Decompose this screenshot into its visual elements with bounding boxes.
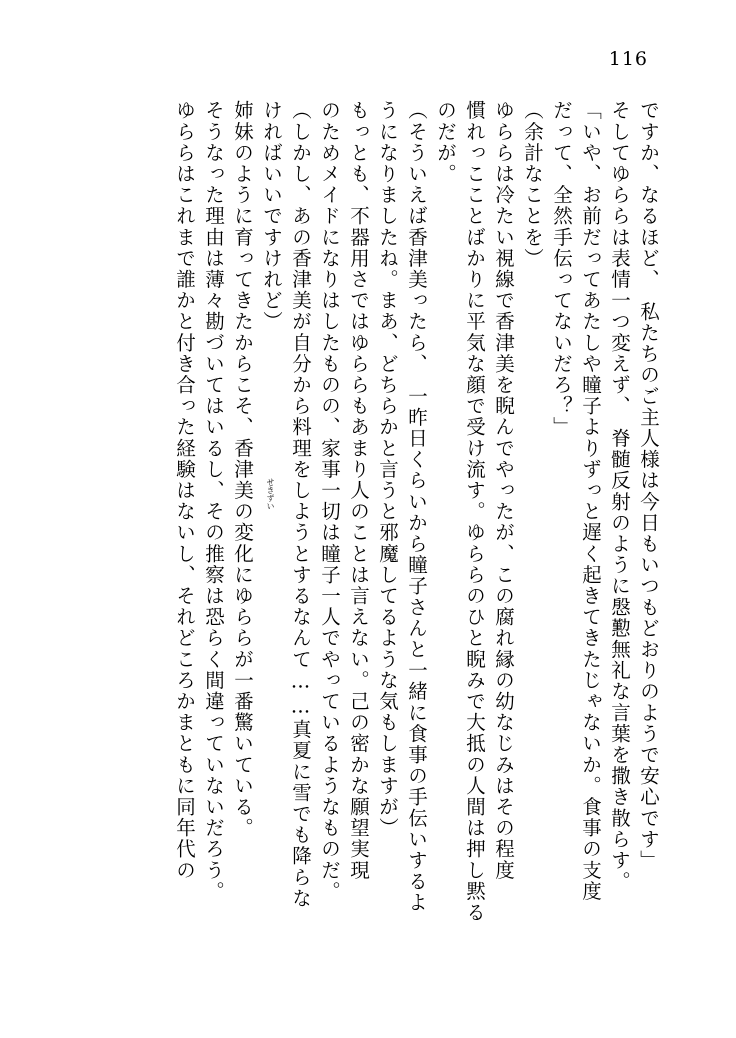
text-column: のだが。 [434,100,457,185]
text-column: ゆららはこれまで誰かと付き合った経験はないし、それどころかまともに同年代の [173,100,196,881]
text-column: そしてゆららは表情一つ変えず、 脊髄反射のように慇懃無礼な言葉を撒き散らす。 [608,100,631,893]
page-number: 116 [608,48,648,70]
text-column: 「いや、お前だってあたしや瞳子よりずっと遅く起きてきたじゃないか。食事の支度 [579,100,602,902]
text-column: （余計なことを） [521,100,544,269]
text-column: のためメイドになりはしたものの、家事一切は瞳子一人でやっているようなものだ。 [318,100,341,902]
text-column: （そういえば香津美ったら、 一昨日くらいから瞳子さんと一緒に食事の手伝いするよ [405,100,428,914]
text-column: ければいいですけれど） [260,100,283,333]
text-column: 慣れっこことばかりに平気な顔で受け流す。ゆららのひと睨みで大抵の人間は押し黙る [463,100,486,923]
text-column: ですか、なるほど、 私たちのご主人様は今日もいつもどおりのようで安心です」 [637,100,660,871]
text-column: ゆららは冷たい視線で香津美を睨んでやったが、この腐れ縁の幼なじみはその程度 [492,100,515,881]
text-column: うになりましたね。まあ、どちらかと言うと邪魔してるような気もしますが） [376,100,399,839]
text-column: もっとも、不器用さではゆららもあまり人のことは言えない。己の密かな願望実現 [347,100,370,881]
vertical-text-body [70,100,658,960]
text-column: （しかし、あの香津美が自分から料理をしようとするなんて……真夏に雪でも降らな [289,100,312,909]
text-column: 姉妹のように育ってきたからこそ、香津美の変化にゆららが一番驚いている。 [231,100,254,839]
text-column: そうなった理由は薄々勘づいてはいるし、その推察は恐らく間違っていないだろう。 [202,100,225,902]
ruby-annotation-sekizui: せきずい [266,478,275,510]
text-column: だって、全然手伝ってないだろ？」 [550,100,573,438]
